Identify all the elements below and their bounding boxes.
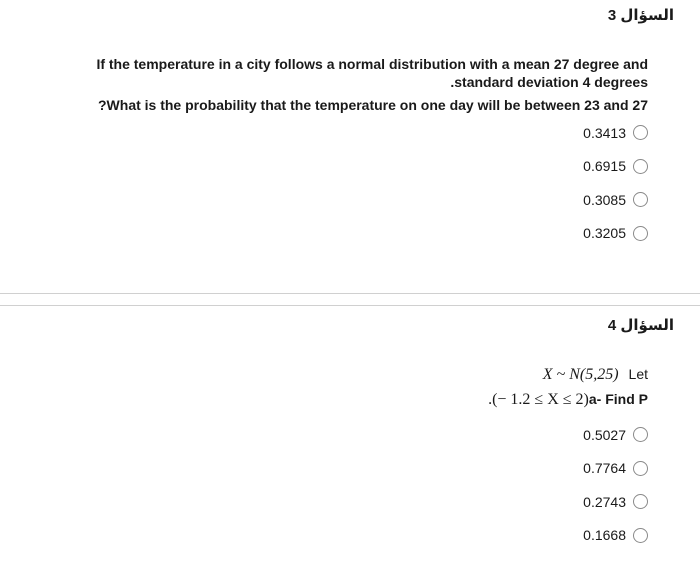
radio-button[interactable] <box>633 226 648 241</box>
radio-button[interactable] <box>633 494 648 509</box>
question-4-options <box>583 418 648 552</box>
question-3-option-1[interactable] <box>583 116 648 150</box>
question-3-text-line-2: .standard deviation 4 degrees <box>450 74 648 90</box>
find-label: a- Find P <box>588 391 648 407</box>
question-4-option-2[interactable] <box>583 452 648 486</box>
radio-button[interactable] <box>633 528 648 543</box>
question-4-header: السؤال 4 <box>607 317 674 334</box>
radio-button[interactable] <box>633 192 648 207</box>
radio-button[interactable] <box>633 427 648 442</box>
question-4-text-line-1 <box>543 366 648 384</box>
question-3-header: السؤال 3 <box>607 7 674 24</box>
option-value: 0.6915 <box>583 158 626 175</box>
option-value: 0.1668 <box>583 527 626 544</box>
option-value: 0.3085 <box>583 191 626 208</box>
distribution-expression: X ~ N(5,25) <box>542 366 619 383</box>
radio-button[interactable] <box>633 125 648 140</box>
option-value: 0.2743 <box>583 493 626 510</box>
question-4-option-3[interactable] <box>583 485 648 519</box>
question-3-option-4[interactable] <box>583 217 648 251</box>
question-3-text-line-3: ?What is the probability that the temperature on one day will be between 23 and 27 <box>98 97 648 113</box>
question-3-options <box>583 116 648 250</box>
question-4-text-line-2 <box>488 391 648 409</box>
interval-expression: .(− 1.2 ≤ X ≤ 2) <box>488 391 589 408</box>
let-label: Let <box>628 366 648 382</box>
question-3-option-2[interactable] <box>583 150 648 184</box>
question-4-option-1[interactable] <box>583 418 648 452</box>
radio-button[interactable] <box>633 461 648 476</box>
question-3-option-3[interactable] <box>583 183 648 217</box>
option-value: 0.5027 <box>583 426 626 443</box>
option-value: 0.3413 <box>583 124 626 141</box>
question-3-text-line-1: If the temperature in a city follows a normal distribution with a mean 27 degree and <box>96 56 648 72</box>
radio-button[interactable] <box>633 159 648 174</box>
question-4-option-4[interactable] <box>583 519 648 553</box>
option-value: 0.3205 <box>583 225 626 242</box>
option-value: 0.7764 <box>583 460 626 477</box>
